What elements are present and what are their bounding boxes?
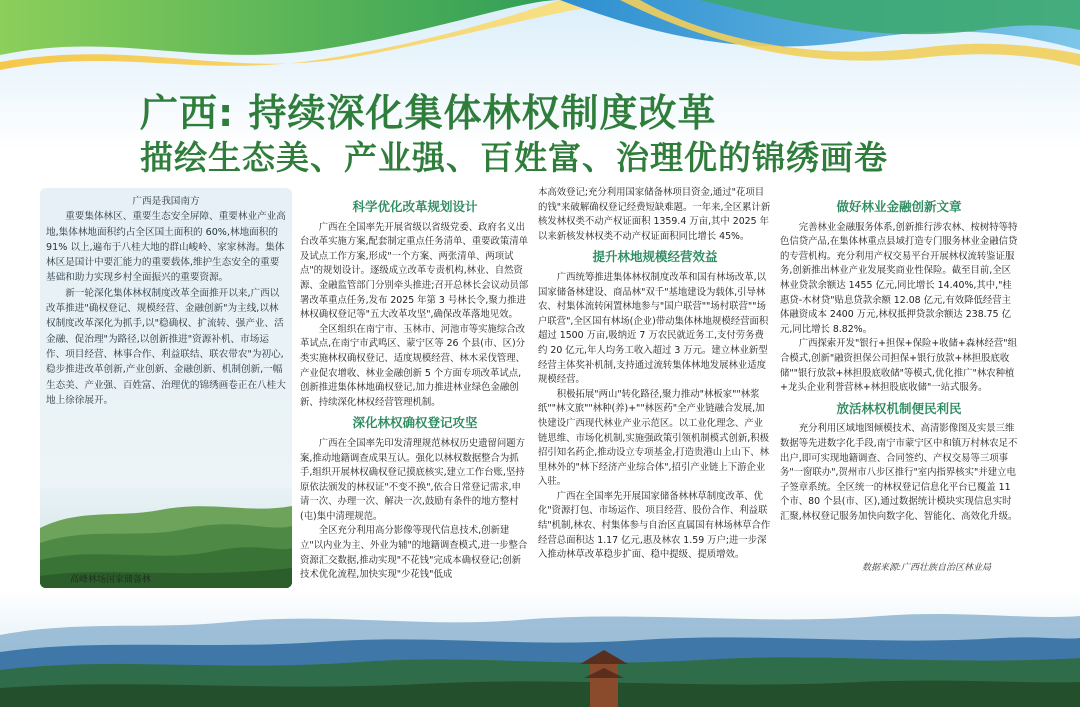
- body-paragraph: 完善林业金融服务体系,创新推行涉农林、桉树特等特色信贷产品,在集体林重点县域打造专门服务林业金融信贷的专营机构。充分利用产权交易平台开展林权流转鉴证服务,创新推出林业产业发展奖商业性保险。截至目前,全区林业贷款余额达 1455 亿元,同比增长 14.40%,其中,"桂惠贷-木材贷"贴息贷款余额 12.08 亿元,有效降低经营主体融资成本 2400 万元,林权抵押贷款余额达 238.75 亿元,同比增长 8.82%。: [780, 221, 1018, 335]
- intro-paragraph: 新一轮深化集体林权制度改革全面推开以来,广西以改革推进"确权登记、规模经营、金融创新"为主线,以林权制度改革深化为抓手,以"稳确权、扩流转、强产业、活金融、促治理"为路径,以创新推进"资源补机、市场运作、项目经营、林事合作、利益联结、联农带农"为初心,稳步推进改革创新,产业创新、金融创新、机制创新,一幅生态美、产业强、百姓富、治理优的锦绣画卷正在八桂大地上徐徐展开。: [46, 287, 286, 406]
- intro-panel: [40, 188, 292, 588]
- section-title: 深化林权确权登记攻坚: [352, 415, 478, 431]
- column-1: [300, 198, 530, 583]
- body-paragraph: 充分利用区域地图倾模技术、高清影像图及实景三维数据等先进数字化手段,南宁市蒙宁区中和镇万村林农足不出户,即可实现地籍调查、合同签约、产权交易等三项事务"一窗联办",贺州市八步区推行"室内指界核实"并建立电子签章系统。全区统一的林权登记信息化平台已覆盖 11 个市、80 个县(市、区),通过数据统计模块实现信息实时汇聚,林权登记服务加快向数字化、智能化、高效化升级。: [780, 423, 1018, 522]
- body-paragraph: 广西探索开发"银行+担保+保险+收储+森林经营"组合模式,创新"融资担保公司担保+银行放款+林担股底收储""银行放款+林担股底收储"等模式,优化推广"林农种植+龙头企业利誉营林+林担股底收储"一站式服务。: [780, 338, 1017, 394]
- body-paragraph: 积极拓展"两山"转化路径,聚力推动"林板家""林浆纸""林文旅""林种(养)+""林医药"全产业链融合发展,加快建设广西现代林业产业示范区。以工业化理念、产业链思维、市场化机制,实施强政策引领机制模式创新,积极招引知名药企,推动设立专项基金,打造贵港山上山下、林里林外的"林下经济产业综合体",招引产业链上下游企业入驻。: [538, 388, 769, 488]
- body-paragraph: 本高效登记;充分利用国家储备林项目资金,通过"花项目的钱"来破解确权登记经费短缺难题。一年来,全区累计新核发林权类不动产权证面积 1359.4 万亩,其中 2025 年以来新核发林权类不动产权证面积同比增长 45%。: [538, 187, 771, 242]
- body-paragraph: 广西在全国率先开展国家储备林林草制度改革、优化"资源打包、市场运作、项目经营、股份合作、利益联结"机制,林农、村集体参与自治区直属国有林场林草合作经营总面积达 1.17 亿元,惠及林农 1.59 万户;进一步深入推动林草改革稳步扩面、稳中提级、提质增效。: [538, 490, 771, 561]
- landscape-illustration: [0, 590, 1080, 707]
- page-title: [140, 82, 716, 137]
- data-source: 数据来源:广西壮族自治区林业局: [862, 563, 992, 573]
- photo-caption: 高峰林场国家储备林: [70, 575, 152, 585]
- section-title: 做好林业金融创新文章: [836, 199, 962, 214]
- intro-text: [46, 194, 286, 408]
- column-3: [780, 198, 1018, 524]
- intro-paragraph: 广西是我国南方: [132, 196, 200, 207]
- title-place: 广西: [140, 91, 219, 135]
- body-paragraph: 全区组织在南宁市、玉林市、河池市等实施综合改革试点,在南宁市武鸣区、蒙宁区等 26 个县(市、区)分类实施林权确权登记、适度规模经营、林木采伐管理、产业促农增收、林业金融创新 5 个方面专项改革试点,创新推进集体林地确权登记,加力推进林业绿色金融创新、持续深化林权经营管理机制。: [300, 323, 526, 408]
- section-title: 提升林地规模经营效益: [592, 249, 718, 265]
- body-paragraph: 广西统筹推进集体林权制度改革和国有林场改革,以国家储备林建设、商品林"双千"基地建设为载体,引导林农、村集体流转闲置林地参与"国户联营""场村联营""场户联营",全区国有林场(企业)带动集体林地规模经营面积超过 1500 万亩,吸纳近 7 万农民就近务工,支付劳务费约 20 亿元,年人均务工收入超过 3 万元。建立林业新型经营主体奖补机制,支持通过流转集体林地发展林业适度规模经营。: [538, 271, 769, 386]
- body-paragraph: 广西在全国率先开展省级以省级党委、政府名义出台改革实施方案,配套制定重点任务清单、重要政策清单及试点工作方案,形成"一个方案、两张清单、两项试点"的规划设计。逐级成立改革专责机构,林业、自然资源、金融监管部门分别牵头推进;召开总林长会议动员部署改革重点任务,发布 2025 年第 3 号林长令,聚力推进林权确权登记等"五大改革攻坚",确保改革落地见效。: [300, 221, 529, 321]
- body-paragraph: 广西在全国率先印发清理规范林权历史遗留问题方案,推动地籍调查成果互认。强化以林权数据整合为抓手,组织开展林权确权登记摸底核实,建立工作台账,坚持原依法颁发的林权证"不变不换",依合日常登记需求,申请一次、办理一次、解决一次,鼓励有条件的地方整村(屯)集中清理规范。: [300, 437, 526, 522]
- title-colon: :: [218, 91, 235, 135]
- body-paragraph: 全区充分利用高分影像等现代信息技术,创新建立"以内业为主、外业为辅"的地籍调查模式,进一步整合资源汇交数据,推动实现"不花钱"完成本确权登记;创新技术优化流程,加快实现"少花钱"低成: [300, 525, 528, 581]
- section-title: 放活林权机制便民利民: [836, 400, 962, 416]
- column-2: [538, 186, 772, 563]
- intro-paragraph: 重要集体林区、重要生态安全屏障、重要林业产业高地,集体林地面积约占全区国土面积的 60%,林地面积的 91% 以上,遍布于八桂大地的群山峻岭、家家林海。集体林区是国计中要汇能力的重要载体,维护生态安全的重要基础和助力实现乡村全面振兴的重要资源。: [46, 211, 286, 284]
- title-line1: 持续深化集体林权制度改革: [248, 91, 717, 135]
- page-subtitle: 描绘生态美、产业强、百姓富、治理优的锦绣画卷: [140, 138, 888, 177]
- section-title: 科学优化改革规划设计: [352, 199, 478, 214]
